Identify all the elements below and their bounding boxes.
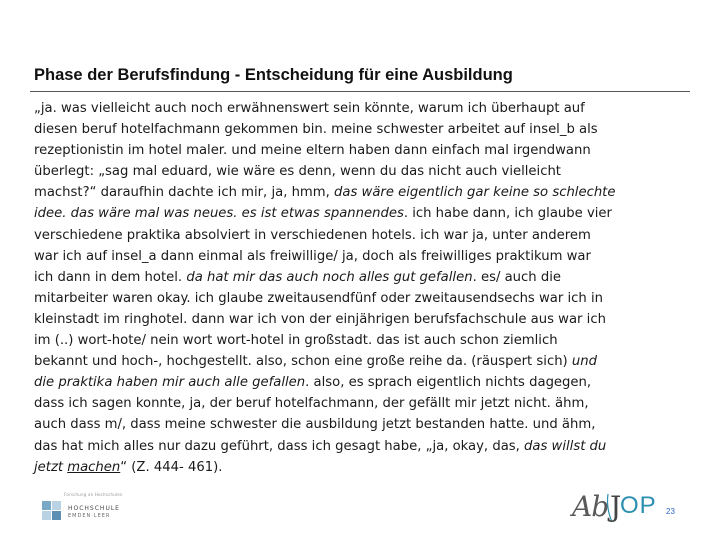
emphasized-text: die praktika haben mir auch alle gefallen (34, 375, 306, 391)
abjop-j: J (610, 490, 622, 523)
emphasized-text (67, 460, 120, 475)
underlined-text: machen (67, 459, 121, 475)
quote-line (34, 98, 680, 119)
abjop-ab: Ab (572, 490, 609, 523)
emphasized-text: das willst du (524, 438, 607, 454)
hochschule-logo-icon (40, 498, 64, 524)
quote-line (34, 457, 680, 478)
quote-line (34, 309, 680, 330)
quote-text: machst?“ daraufhin dachte ich mir, ja, hmm, (34, 185, 335, 201)
title-divider (30, 91, 690, 92)
slide-title: Phase der Berufsfindung - Entscheidung für eine Ausbildung (34, 66, 513, 84)
quote-line (34, 140, 680, 161)
quote-text: auch dass m/, dass meine schwester die ausbildung jetzt bestanden hatte. und ähm, (34, 417, 596, 433)
emphasized-text: idee. das wäre mal was neues. es ist etwas spannendes (34, 206, 404, 222)
quote-line (34, 203, 680, 224)
emphasized-text: und (571, 354, 597, 370)
quote-text: im (..) wort-hote/ nein wort wort-hotel in großstadt. das ist auch schon ziemlich (34, 333, 558, 349)
quote-text: bekannt und hoch-, hochgestellt. also, schon eine große reihe da. (räuspert sich) (34, 354, 572, 370)
quote-text: diesen beruf hotelfachmann gekommen bin. meine schwester arbeitet auf insel_b als (34, 122, 598, 138)
quote-line (34, 393, 680, 414)
quote-text: dass ich sagen konnte, ja, der beruf hotelfachmann, der gefällt mir jetzt nicht. ähm, (34, 396, 589, 412)
interview-quote (34, 98, 680, 478)
quote-text: „ja. was vielleicht auch noch erwähnenswert sein könnte, warum ich überhaupt auf (34, 101, 585, 116)
quote-line (34, 288, 680, 309)
quote-line (34, 246, 680, 267)
quote-text: verschiedene praktika absolviert in verschiedenen hotels. ich war ja, unter anderem (34, 227, 591, 243)
hochschule-tagline: Forschung an Hochschulen (64, 492, 123, 497)
quote-text: das hat mich alles nur dazu geführt, dass ich gesagt habe, „ja, okay, das, (34, 438, 525, 454)
quote-text: rezeptionistin im hotel maler. und meine eltern haben dann einfach mal irgendwann (34, 143, 591, 159)
abjop-op: OP (620, 492, 657, 519)
quote-line (34, 351, 680, 372)
quote-text: “ (Z. 444- 461). (120, 459, 223, 475)
quote-text: ich dann in dem hotel. (34, 269, 187, 285)
emphasized-text: jetzt (34, 459, 68, 475)
abjop-logo (568, 488, 657, 526)
quote-text: . ich habe dann, ich glaube vier (403, 206, 612, 222)
quote-line (34, 119, 680, 140)
quote-line (34, 414, 680, 435)
hochschule-location: EMDEN·LEER (68, 513, 111, 519)
emphasized-text: da hat mir das auch noch alles gut gefallen (186, 269, 473, 285)
quote-text: kleinstadt im ringhotel. dann war ich von der einjährigen berufsfachschule aus war ich (34, 311, 606, 327)
emphasized-text: das wäre eigentlich gar keine so schlechte (334, 185, 616, 201)
quote-line (34, 330, 680, 351)
quote-line (34, 182, 680, 203)
quote-line (34, 267, 680, 288)
hochschule-logo (40, 492, 132, 526)
quote-text: mitarbeiter waren okay. ich glaube zweitausendfünf oder zweitausendsechs war ich in (34, 290, 603, 306)
hochschule-name: HOCHSCHULE (68, 505, 120, 512)
quote-line (34, 372, 680, 393)
quote-text: überlegt: „sag mal eduard, wie wäre es denn, wenn du das nicht auch vielleicht (34, 164, 561, 180)
quote-line (34, 436, 680, 457)
quote-text: . es/ auch die (472, 269, 561, 285)
quote-text: . also, es sprach eigentlich nichts dagegen, (305, 375, 592, 391)
page-number: 23 (666, 507, 675, 516)
quote-line (34, 225, 680, 246)
quote-text: war ich auf insel_a dann einmal als freiwillige/ ja, doch als freiwilliges praktikum war (34, 248, 591, 264)
quote-line (34, 161, 680, 182)
